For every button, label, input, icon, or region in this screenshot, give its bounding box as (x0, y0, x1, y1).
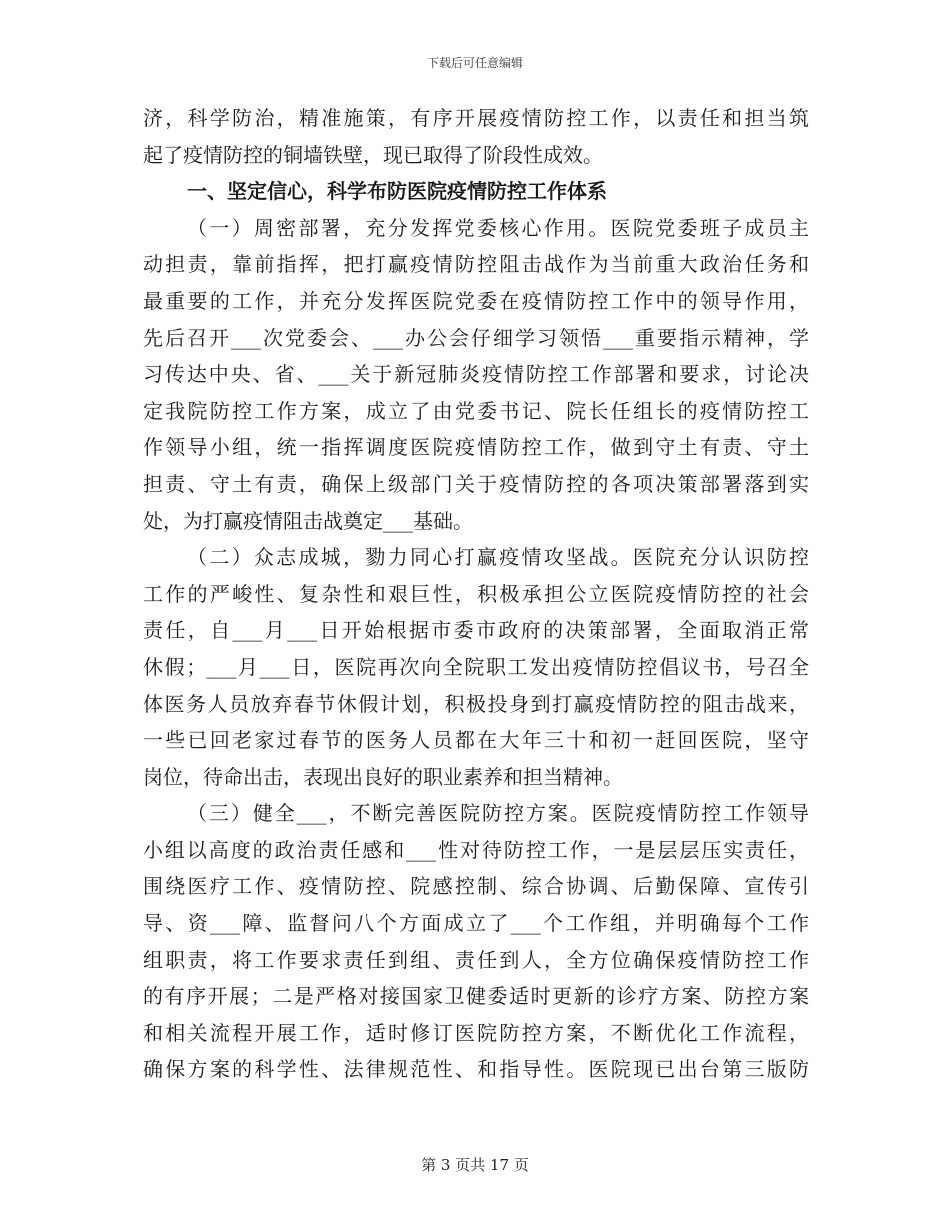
text-line: 先后召开___次党委会、___办公会仔细学习领悟___重要指示精神，学 (143, 325, 809, 350)
text-line: 责任，自___月___日开始根据市委市政府的决策部署，全面取消正常 (143, 618, 809, 643)
text-line: 最重要的工作，并充分发挥医院党委在疫情防控工作中的领导作用， (143, 288, 809, 313)
document-body (143, 100, 809, 1088)
text-line: 一些已回老家过春节的医务人员都在大年三十和初一赶回医院，坚守 (143, 728, 809, 753)
section-heading: 一、坚定信心，科学布防医院疫情防控工作体系 (187, 179, 607, 204)
text-line: （一）周密部署，充分发挥党委核心作用。医院党委班子成员主 (187, 215, 809, 240)
text-line: 岗位，待命出击，表现出良好的职业素养和担当精神。 (143, 764, 623, 789)
text-line: 习传达中央、省、___关于新冠肺炎疫情防控工作部署和要求，讨论决 (143, 362, 809, 387)
text-line: （三）健全___，不断完善医院防控方案。医院疫情防控工作领导 (187, 801, 809, 826)
text-line: 处，为打赢疫情阻击战奠定___基础。 (143, 508, 473, 533)
text-line: 工作的严峻性、复杂性和艰巨性，积极承担公立医院疫情防控的社会 (143, 581, 809, 606)
text-line: 确保方案的科学性、法律规范性、和指导性。医院现已出台第三版防 (143, 1057, 809, 1082)
text-line: 济，科学防治，精准施策，有序开展疫情防控工作，以责任和担当筑 (143, 106, 809, 130)
page-footer: 第 3 页共 17 页 (421, 1156, 529, 1174)
text-line: （二）众志成城，勠力同心打赢疫情攻坚战。医院充分认识防控 (187, 545, 809, 570)
text-line: 动担责，靠前指挥，把打赢疫情防控阻击战作为当前重大政治任务和 (143, 252, 809, 277)
text-line: 作领导小组，统一指挥调度医院疫情防控工作，做到守土有责、守土 (143, 435, 809, 460)
text-line: 组职责，将工作要求责任到组、责任到人，全方位确保疫情防控工作 (143, 947, 809, 972)
page-header: 下载后可任意编辑 (426, 56, 523, 70)
text-line: 围绕医疗工作、疫情防控、院感控制、综合协调、后勤保障、宣传引 (143, 874, 809, 899)
text-line: 导、资___障、监督问八个方面成立了___个工作组，并明确每个工作 (143, 911, 809, 936)
text-line: 小组以高度的政治责任感和___性对待防控工作，一是层层压实责任， (143, 837, 809, 862)
text-line: 和相关流程开展工作，适时修订医院防控方案，不断优化工作流程， (143, 1020, 809, 1045)
text-line: 的有序开展；二是严格对接国家卫健委适时更新的诊疗方案、防控方案 (143, 984, 809, 1009)
text-line: 起了疫情防控的铜墙铁壁，现已取得了阶段性成效。 (143, 142, 603, 167)
text-line: 定我院防控工作方案，成立了由党委书记、院长任组长的疫情防控工 (143, 398, 809, 423)
text-line: 休假；___月___日，医院再次向全院职工发出疫情防控倡议书，号召全 (143, 654, 809, 679)
text-line: 体医务人员放弃春节休假计划，积极投身到打赢疫情防控的阻击战来， (143, 691, 809, 716)
text-line: 担责、守土有责，确保上级部门关于疫情防控的各项决策部署落到实 (143, 471, 809, 496)
